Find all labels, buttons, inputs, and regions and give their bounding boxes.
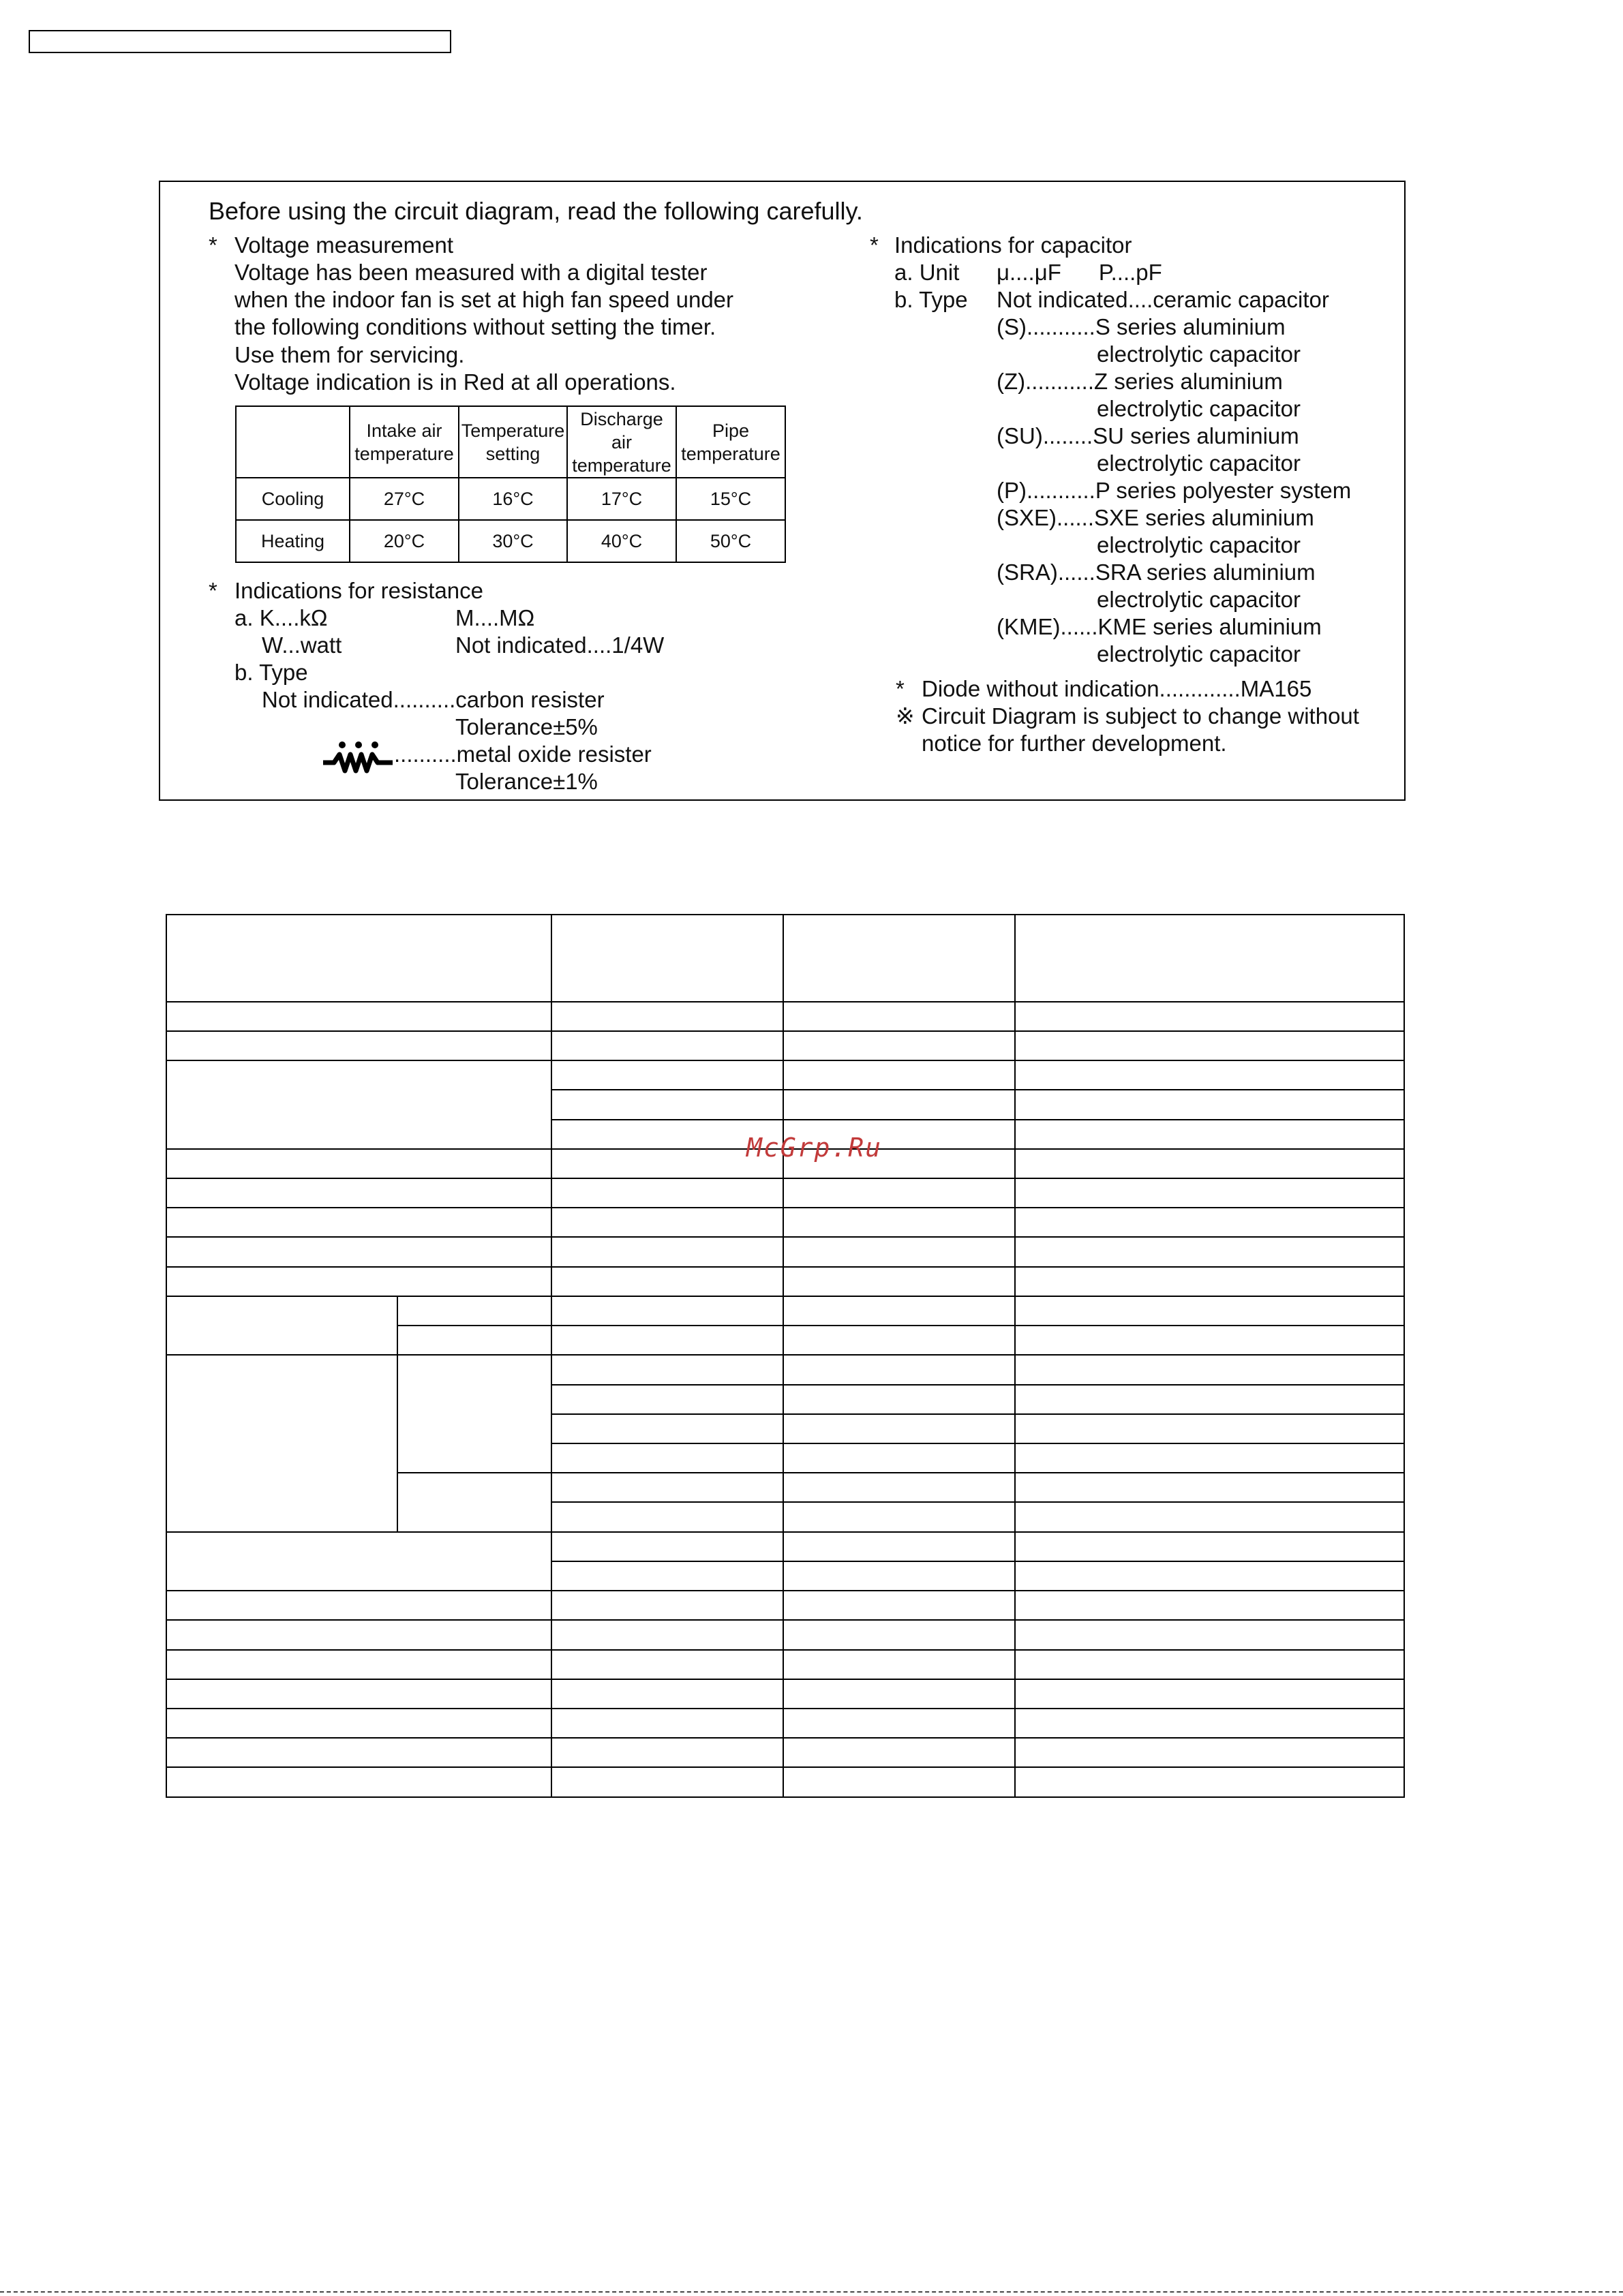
table-cell xyxy=(783,1443,1015,1473)
table-cell xyxy=(397,1326,551,1355)
table-cell xyxy=(783,1620,1015,1649)
table-cell xyxy=(783,1473,1015,1502)
table-row xyxy=(166,1738,1404,1767)
table-cell xyxy=(397,1355,551,1473)
table-row xyxy=(166,1002,1404,1031)
blank-data-table xyxy=(166,914,1405,1798)
table-cell xyxy=(783,1326,1015,1355)
table-cell xyxy=(1015,1591,1404,1620)
column-header-text: Temperature setting xyxy=(461,420,565,464)
resistance-type-carbon: Not indicated..........carbon resister xyxy=(262,687,605,712)
table-cell xyxy=(166,1650,551,1679)
table-row xyxy=(166,1355,1404,1384)
table-cell xyxy=(1015,1767,1404,1797)
table-cell xyxy=(783,1767,1015,1797)
table-cell xyxy=(551,1002,783,1031)
table-cell xyxy=(397,1473,551,1531)
table-cell xyxy=(1015,1502,1404,1531)
table-row xyxy=(236,478,785,520)
voltage-line: the following conditions without setting the timer. xyxy=(234,314,716,339)
table-cell xyxy=(783,1267,1015,1296)
voltage-star: * xyxy=(209,232,217,258)
capacitor-type-s: (S)...........S series aluminium xyxy=(997,314,1286,339)
table-cell xyxy=(551,1443,783,1473)
table-cell xyxy=(1015,1709,1404,1738)
table-cell xyxy=(1015,1208,1404,1237)
row-label: Heating xyxy=(236,520,350,562)
change-note-line: Circuit Diagram is subject to change without xyxy=(922,703,1359,729)
table-cell xyxy=(783,1237,1015,1266)
table-cell xyxy=(783,1178,1015,1208)
table-cell xyxy=(551,915,783,1002)
column-header xyxy=(459,406,567,478)
table-cell xyxy=(1015,1326,1404,1355)
voltage-heading: Voltage measurement xyxy=(234,232,454,258)
table-cell xyxy=(783,1208,1015,1237)
capacitor-heading: Indications for capacitor xyxy=(894,232,1132,258)
table-cell: 17°C xyxy=(567,478,676,520)
table-cell xyxy=(1015,1385,1404,1414)
table-cell xyxy=(397,1296,551,1326)
voltage-line: Voltage has been measured with a digital tester xyxy=(234,260,708,285)
table-cell: 40°C xyxy=(567,520,676,562)
table-cell xyxy=(783,1031,1015,1060)
table-cell xyxy=(783,1532,1015,1561)
carbon-tolerance: Tolerance±5% xyxy=(455,714,598,739)
resistance-unit-mega: M....MΩ xyxy=(455,605,535,630)
capacitor-type-z-desc: electrolytic capacitor xyxy=(1097,396,1301,421)
capacitor-type-su-desc: electrolytic capacitor xyxy=(1097,450,1301,476)
notes-title: Before using the circuit diagram, read the following carefully. xyxy=(209,197,863,225)
column-header-text: Pipe temperature xyxy=(681,420,780,464)
table-cell xyxy=(1015,1178,1404,1208)
table-cell xyxy=(166,1738,551,1767)
voltage-line: Voltage indication is in Red at all operations. xyxy=(234,369,676,395)
table-cell xyxy=(551,1650,783,1679)
table-row xyxy=(166,1178,1404,1208)
table-cell xyxy=(783,1561,1015,1591)
table-cell xyxy=(551,1208,783,1237)
table-cell xyxy=(1015,1120,1404,1149)
table-row xyxy=(166,1031,1404,1060)
table-cell xyxy=(783,915,1015,1002)
table-cell xyxy=(551,1709,783,1738)
column-header-text: Discharge air temperature xyxy=(572,408,671,476)
table-cell xyxy=(166,1532,551,1591)
table-cell: 16°C xyxy=(459,478,567,520)
resistance-type-label: b. Type xyxy=(234,660,308,685)
capacitor-type-sxe-desc: electrolytic capacitor xyxy=(1097,532,1301,557)
table-cell xyxy=(1015,1738,1404,1767)
table-cell xyxy=(1015,1031,1404,1060)
table-cell xyxy=(551,1355,783,1384)
table-cell xyxy=(551,1767,783,1797)
table-cell xyxy=(1015,1090,1404,1119)
table-cell xyxy=(166,1355,397,1531)
table-cell xyxy=(1015,1355,1404,1384)
resistance-unit-kilo: a. K....kΩ xyxy=(234,605,328,630)
table-row xyxy=(166,1267,1404,1296)
table-row xyxy=(166,1208,1404,1237)
table-cell xyxy=(1015,1002,1404,1031)
capacitor-type-su: (SU)........SU series aluminium xyxy=(997,423,1299,448)
table-cell xyxy=(166,1208,551,1237)
table-cell xyxy=(1015,1060,1404,1090)
table-cell xyxy=(166,1591,551,1620)
table-cell xyxy=(1015,1679,1404,1709)
metal-oxide-resistor-icon xyxy=(322,738,394,778)
column-header xyxy=(236,406,350,478)
table-cell xyxy=(1015,1443,1404,1473)
header-label-box xyxy=(29,30,451,53)
measurement-conditions-table xyxy=(235,405,786,563)
table-cell xyxy=(783,1002,1015,1031)
capacitor-type-ceramic: Not indicated....ceramic capacitor xyxy=(997,287,1329,312)
table-cell: 15°C xyxy=(676,478,785,520)
capacitor-type-p: (P)...........P series polyester system xyxy=(997,478,1352,503)
table-cell xyxy=(1015,1414,1404,1443)
table-row xyxy=(166,1237,1404,1266)
table-cell xyxy=(551,1237,783,1266)
table-cell xyxy=(551,1561,783,1591)
resistance-heading: Indications for resistance xyxy=(234,578,484,603)
table-cell xyxy=(1015,1237,1404,1266)
table-cell xyxy=(551,1679,783,1709)
capacitor-star: * xyxy=(870,232,879,258)
table-cell xyxy=(166,1267,551,1296)
table-cell xyxy=(1015,1620,1404,1649)
table-cell xyxy=(166,1679,551,1709)
table-cell xyxy=(783,1296,1015,1326)
table-cell xyxy=(551,1090,783,1119)
capacitor-type-z: (Z)...........Z series aluminium xyxy=(997,369,1283,394)
row-label: Cooling xyxy=(236,478,350,520)
capacitor-unit-values: μ....μF P....pF xyxy=(997,260,1162,285)
table-cell xyxy=(1015,1267,1404,1296)
table-cell xyxy=(783,1591,1015,1620)
table-cell xyxy=(166,1620,551,1649)
table-cell xyxy=(551,1502,783,1531)
table-cell xyxy=(551,1385,783,1414)
table-cell xyxy=(1015,1650,1404,1679)
table-cell xyxy=(551,1031,783,1060)
column-header xyxy=(676,406,785,478)
table-row xyxy=(166,1620,1404,1649)
table-cell xyxy=(1015,1532,1404,1561)
table-cell xyxy=(783,1502,1015,1531)
table-row xyxy=(166,1650,1404,1679)
table-row xyxy=(166,1060,1404,1090)
resistance-default-watt: Not indicated....1/4W xyxy=(455,632,665,658)
watermark: McGrp.Ru xyxy=(746,1133,883,1163)
table-cell xyxy=(551,1267,783,1296)
table-cell xyxy=(551,1738,783,1767)
table-row xyxy=(166,1767,1404,1797)
capacitor-type-kme: (KME)......KME series aluminium xyxy=(997,614,1322,639)
reference-mark: ※ xyxy=(896,703,915,729)
table-cell xyxy=(551,1414,783,1443)
table-cell xyxy=(783,1060,1015,1090)
table-cell xyxy=(166,1237,551,1266)
capacitor-type-kme-desc: electrolytic capacitor xyxy=(1097,641,1301,667)
table-row xyxy=(236,520,785,562)
table-cell xyxy=(783,1090,1015,1119)
table-cell xyxy=(551,1532,783,1561)
table-row xyxy=(166,915,1404,1002)
resistance-type-metal-oxide: ..........metal oxide resister xyxy=(394,741,652,767)
table-cell xyxy=(166,1002,551,1031)
table-cell xyxy=(783,1385,1015,1414)
table-cell xyxy=(166,1149,551,1178)
conditions-header-row xyxy=(236,406,785,478)
metal-oxide-tolerance: Tolerance±1% xyxy=(455,769,598,794)
table-cell xyxy=(1015,1296,1404,1326)
table-cell: 27°C xyxy=(350,478,459,520)
resistance-unit-watt: W...watt xyxy=(262,632,342,658)
voltage-line: Use them for servicing. xyxy=(234,342,465,367)
table-cell: 20°C xyxy=(350,520,459,562)
table-cell xyxy=(783,1414,1015,1443)
table-cell xyxy=(166,1031,551,1060)
column-header xyxy=(567,406,676,478)
change-note-line: notice for further development. xyxy=(922,731,1227,756)
table-cell xyxy=(783,1679,1015,1709)
table-cell xyxy=(551,1591,783,1620)
capacitor-type-sxe: (SXE)......SXE series aluminium xyxy=(997,505,1314,530)
table-cell xyxy=(551,1326,783,1355)
table-row xyxy=(166,1709,1404,1738)
table-cell xyxy=(166,1060,551,1149)
table-cell xyxy=(783,1650,1015,1679)
column-header xyxy=(350,406,459,478)
capacitor-type-sra: (SRA)......SRA series aluminium xyxy=(997,560,1316,585)
table-cell xyxy=(783,1355,1015,1384)
diode-star: * xyxy=(896,676,905,701)
table-cell xyxy=(551,1060,783,1090)
voltage-line: when the indoor fan is set at high fan speed under xyxy=(234,287,734,312)
table-row xyxy=(166,1591,1404,1620)
capacitor-type-label: b. Type xyxy=(894,287,968,312)
page-bottom-edge xyxy=(0,2291,1623,2293)
table-row xyxy=(166,1296,1404,1326)
capacitor-unit-label: a. Unit xyxy=(894,260,960,285)
table-cell xyxy=(551,1296,783,1326)
table-row xyxy=(166,1532,1404,1561)
table-cell xyxy=(783,1738,1015,1767)
table-cell xyxy=(166,915,551,1002)
table-cell xyxy=(551,1620,783,1649)
table-cell xyxy=(551,1178,783,1208)
table-cell xyxy=(166,1296,397,1355)
capacitor-type-sra-desc: electrolytic capacitor xyxy=(1097,587,1301,612)
resistance-star: * xyxy=(209,578,217,603)
diode-note: Diode without indication.............MA165 xyxy=(922,676,1312,701)
table-cell: 50°C xyxy=(676,520,785,562)
table-cell xyxy=(166,1178,551,1208)
table-cell xyxy=(1015,915,1404,1002)
column-header-text: Intake air temperature xyxy=(354,420,454,464)
table-cell xyxy=(1015,1473,1404,1502)
table-cell xyxy=(1015,1561,1404,1591)
table-cell xyxy=(1015,1149,1404,1178)
table-cell xyxy=(783,1709,1015,1738)
table-cell xyxy=(551,1473,783,1502)
table-row xyxy=(166,1679,1404,1709)
table-cell xyxy=(166,1767,551,1797)
capacitor-type-s-desc: electrolytic capacitor xyxy=(1097,341,1301,367)
table-cell xyxy=(166,1709,551,1738)
table-cell: 30°C xyxy=(459,520,567,562)
